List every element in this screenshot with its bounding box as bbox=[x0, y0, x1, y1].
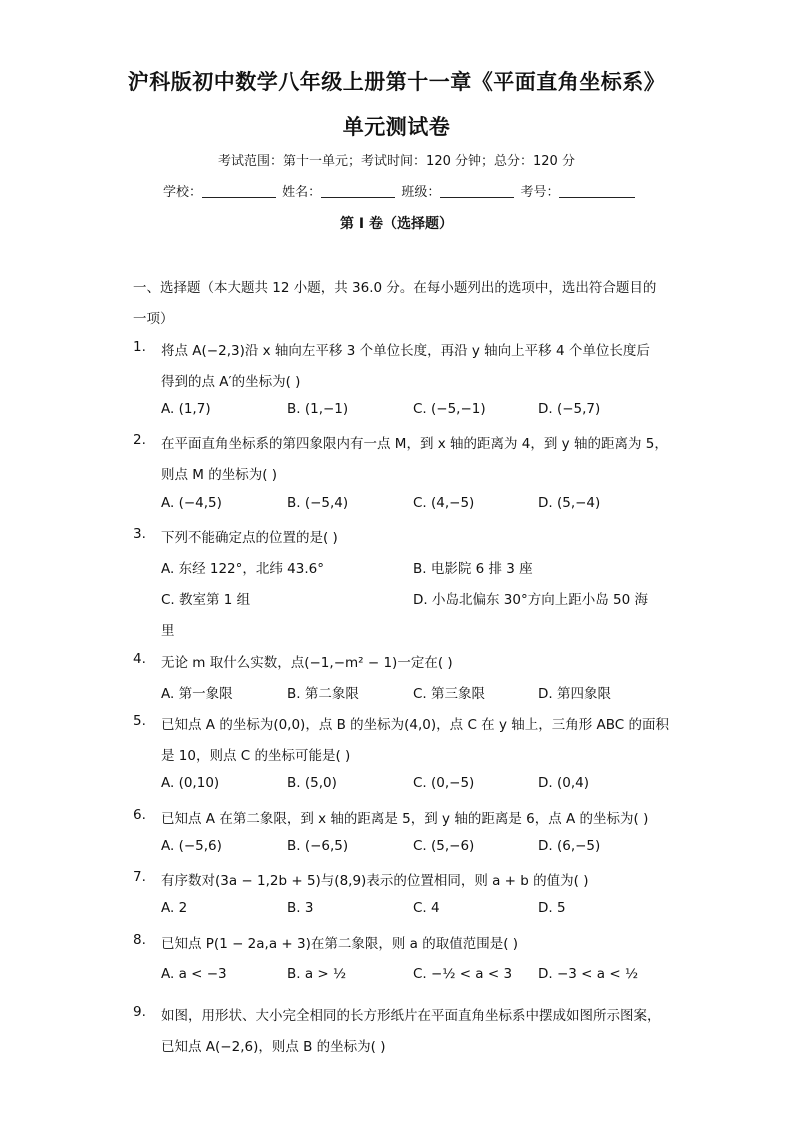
exam-title-line2: 单元测试卷 bbox=[342, 115, 451, 139]
section-title: 第 I 卷（选择题） bbox=[340, 216, 453, 232]
option-d: D. (−5,7) bbox=[538, 401, 601, 417]
option-a: A. a < −3 bbox=[161, 966, 227, 982]
exam-info: 考试范围：第十一单元；考试时间：120 分钟；总分：120 分 bbox=[218, 154, 575, 169]
option-b: B. (−5,4) bbox=[287, 495, 349, 511]
option-b: B. (5,0) bbox=[287, 775, 337, 791]
question-text: 已知点 A 的坐标为(0,0)，点 B 的坐标为(4,0)，点 C 在 y 轴上，三角形 ABC 的面积 bbox=[161, 717, 670, 733]
school-blank[interactable] bbox=[202, 183, 276, 198]
question-number: 7. bbox=[133, 869, 146, 885]
question-text: 下列不能确定点的位置的是( ) bbox=[161, 530, 338, 546]
question-text: 在平面直角坐标系的第四象限内有一点 M，到 x 轴的距离为 4，到 y 轴的距离为 5， bbox=[161, 436, 668, 452]
option-a: A. 东经 122°，北纬 43.6° bbox=[161, 561, 324, 577]
option-b: B. a > ½ bbox=[287, 966, 347, 982]
option-d-continuation: 里 bbox=[161, 623, 175, 639]
option-b: B. 3 bbox=[287, 900, 314, 916]
school-label: 学校： bbox=[163, 185, 203, 200]
name-blank[interactable] bbox=[321, 183, 395, 198]
part-heading-line1: 一、选择题（本大题共 12 小题，共 36.0 分。在每小题列出的选项中，选出符合题目的 bbox=[133, 280, 657, 296]
option-d: D. 5 bbox=[538, 900, 566, 916]
option-c: C. (0,−5) bbox=[413, 775, 475, 791]
question-number: 4. bbox=[133, 651, 146, 667]
option-c: C. 第三象限 bbox=[413, 686, 486, 702]
option-a: A. (−4,5) bbox=[161, 495, 222, 511]
option-c: C. (−5,−1) bbox=[413, 401, 486, 417]
question-text: 则点 M 的坐标为( ) bbox=[161, 467, 278, 483]
option-a: A. (1,7) bbox=[161, 401, 211, 417]
name-label: 姓名： bbox=[282, 185, 322, 200]
class-label: 班级： bbox=[401, 185, 441, 200]
question-text: 无论 m 取什么实数，点(−1,−m² − 1)一定在( ) bbox=[161, 655, 453, 671]
option-d: D. (6,−5) bbox=[538, 838, 601, 854]
student-info-fields bbox=[163, 181, 637, 200]
question-number: 5. bbox=[133, 713, 146, 729]
option-a: A. 第一象限 bbox=[161, 686, 233, 702]
exam-number-blank[interactable] bbox=[559, 183, 635, 198]
exam-number-label: 考号： bbox=[520, 185, 560, 200]
question-text: 是 10，则点 C 的坐标可能是( ) bbox=[161, 748, 351, 764]
option-d: D. (0,4) bbox=[538, 775, 589, 791]
question-text: 得到的点 A′的坐标为( ) bbox=[161, 374, 301, 390]
question-number: 9. bbox=[133, 1004, 146, 1020]
question-text: 有序数对(3a − 1,2b + 5)与(8,9)表示的位置相同，则 a + b 的值为( ) bbox=[161, 873, 589, 889]
option-a: A. (0,10) bbox=[161, 775, 220, 791]
part-heading-line2: 一项） bbox=[133, 311, 174, 327]
question-number: 3. bbox=[133, 526, 146, 542]
class-blank[interactable] bbox=[440, 183, 514, 198]
option-d: D. −3 < a < ½ bbox=[538, 966, 639, 982]
question-text: 已知点 A(−2,6)，则点 B 的坐标为( ) bbox=[161, 1039, 386, 1055]
option-c: C. (4,−5) bbox=[413, 495, 475, 511]
exam-title-line1: 沪科版初中数学八年级上册第十一章《平面直角坐标系》 bbox=[127, 70, 666, 94]
question-number: 2. bbox=[133, 432, 146, 448]
option-d: D. (5,−4) bbox=[538, 495, 601, 511]
question-number: 6. bbox=[133, 807, 146, 823]
option-b: B. (−6,5) bbox=[287, 838, 349, 854]
question-number: 1. bbox=[133, 339, 146, 355]
option-c: C. −½ < a < 3 bbox=[413, 966, 513, 982]
option-b: B. (1,−1) bbox=[287, 401, 349, 417]
option-a: A. 2 bbox=[161, 900, 188, 916]
question-number: 8. bbox=[133, 932, 146, 948]
question-text: 将点 A(−2,3)沿 x 轴向左平移 3 个单位长度，再沿 y 轴向上平移 4 个单位长度后 bbox=[161, 343, 650, 359]
option-d: D. 第四象限 bbox=[538, 686, 611, 702]
option-a: A. (−5,6) bbox=[161, 838, 222, 854]
option-c: C. (5,−6) bbox=[413, 838, 475, 854]
option-c: C. 教室第 1 组 bbox=[161, 592, 251, 608]
question-text: 如图，用形状、大小完全相同的长方形纸片在平面直角坐标系中摆成如图所示图案， bbox=[161, 1008, 661, 1024]
question-text: 已知点 P(1 − 2a,a + 3)在第二象限，则 a 的取值范围是( ) bbox=[161, 936, 519, 952]
option-c: C. 4 bbox=[413, 900, 440, 916]
option-d: D. 小岛北偏东 30°方向上距小岛 50 海 bbox=[413, 592, 648, 608]
option-b: B. 电影院 6 排 3 座 bbox=[413, 561, 533, 577]
question-text: 已知点 A 在第二象限，到 x 轴的距离是 5，到 y 轴的距离是 6，点 A 的坐标为( ) bbox=[161, 811, 649, 827]
option-b: B. 第二象限 bbox=[287, 686, 359, 702]
